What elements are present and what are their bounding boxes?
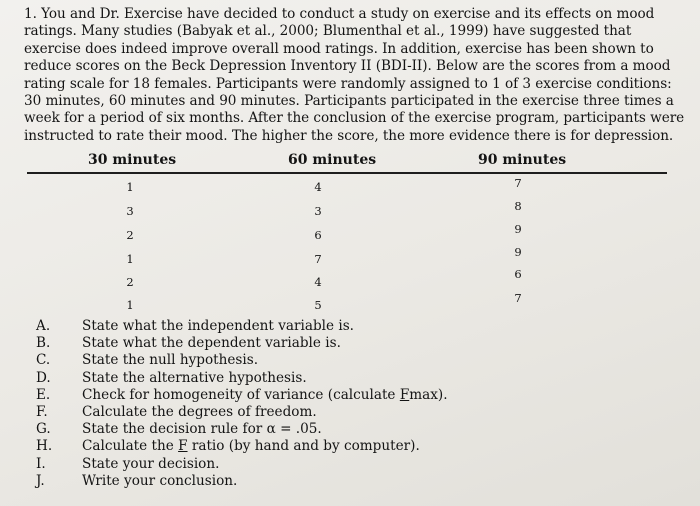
score-cell: 7 bbox=[514, 291, 522, 305]
score-cell: 3 bbox=[314, 204, 322, 218]
question-text bbox=[82, 387, 448, 404]
score-cell: 7 bbox=[314, 252, 322, 266]
question-letter: E. bbox=[36, 386, 51, 403]
score-cell: 3 bbox=[126, 204, 134, 218]
question-text: State the null hypothesis. bbox=[82, 352, 259, 369]
intro-line: reduce scores on the Beck Depression Inventory II (BDI-II). Below are the scores from a mood bbox=[24, 58, 671, 75]
score-cell: 6 bbox=[314, 228, 322, 242]
f-symbol: F bbox=[178, 438, 188, 455]
question-text: State what the dependent variable is. bbox=[82, 335, 341, 352]
table-rule bbox=[27, 172, 667, 174]
question-letter: A. bbox=[36, 318, 51, 334]
question-letter: B. bbox=[36, 335, 51, 352]
question-text: Calculate the degrees of freedom. bbox=[82, 403, 317, 420]
score-cell: 2 bbox=[126, 275, 134, 289]
question-text: Write your conclusion. bbox=[82, 472, 238, 489]
score-cell: 9 bbox=[514, 222, 522, 236]
question-text: State your decision. bbox=[82, 455, 220, 472]
score-cell: 6 bbox=[514, 267, 522, 281]
intro-line: ratings. Many studies (Babyak et al., 2000; Blumenthal et al., 1999) have suggested that bbox=[24, 23, 632, 40]
score-cell: 4 bbox=[314, 180, 322, 194]
score-cell: 1 bbox=[126, 298, 134, 312]
score-cell: 2 bbox=[126, 228, 134, 242]
score-cell: 7 bbox=[514, 176, 522, 190]
header-60-minutes: 60 minutes bbox=[288, 152, 377, 168]
question-letter: F. bbox=[36, 403, 48, 420]
question-text: State the decision rule for α = .05. bbox=[82, 421, 322, 438]
header-90-minutes: 90 minutes bbox=[478, 152, 567, 168]
intro-line: 30 minutes, 60 minutes and 90 minutes. Participants participated in the exercise three times a bbox=[24, 93, 674, 110]
question-letter: G. bbox=[36, 421, 51, 438]
score-cell: 4 bbox=[314, 275, 322, 289]
question-letter: H. bbox=[36, 438, 53, 455]
question-text-part: Check for homogeneity of variance (calculate bbox=[82, 386, 400, 403]
problem-statement bbox=[24, 6, 685, 145]
question-letter: C. bbox=[36, 352, 51, 369]
question-text: State the alternative hypothesis. bbox=[82, 369, 307, 386]
score-cell: 8 bbox=[514, 199, 522, 213]
score-cell: 1 bbox=[126, 180, 134, 194]
score-cell: 5 bbox=[314, 298, 322, 312]
score-cell: 1 bbox=[126, 252, 134, 266]
question-text bbox=[82, 438, 420, 455]
intro-line: rating scale for 18 females. Participants were randomly assigned to 1 of 3 exercise conditions: bbox=[24, 75, 672, 92]
question-text-part: ratio (by hand and by computer). bbox=[187, 438, 420, 455]
question-letter: J. bbox=[36, 472, 45, 489]
intro-line: week for a period of six months. After the conclusion of the exercise program, participants were bbox=[24, 110, 685, 127]
f-symbol: F bbox=[399, 386, 410, 403]
score-cell: 9 bbox=[514, 245, 522, 259]
question-text-part: max). bbox=[409, 386, 448, 403]
intro-line: instructed to rate their mood. The higher the score, the more evidence there is for depression. bbox=[24, 127, 674, 144]
question-letter: I. bbox=[36, 455, 46, 472]
intro-line: 1. You and Dr. Exercise have decided to conduct a study on exercise and its effects on mood bbox=[24, 6, 655, 22]
question-text-part: Calculate the bbox=[82, 438, 179, 455]
header-30-minutes: 30 minutes bbox=[88, 152, 177, 168]
intro-line: exercise does indeed improve overall mood ratings. In addition, exercise has been shown to bbox=[24, 40, 654, 57]
question-letter: D. bbox=[36, 369, 51, 386]
question-text: State what the independent variable is. bbox=[82, 318, 355, 334]
